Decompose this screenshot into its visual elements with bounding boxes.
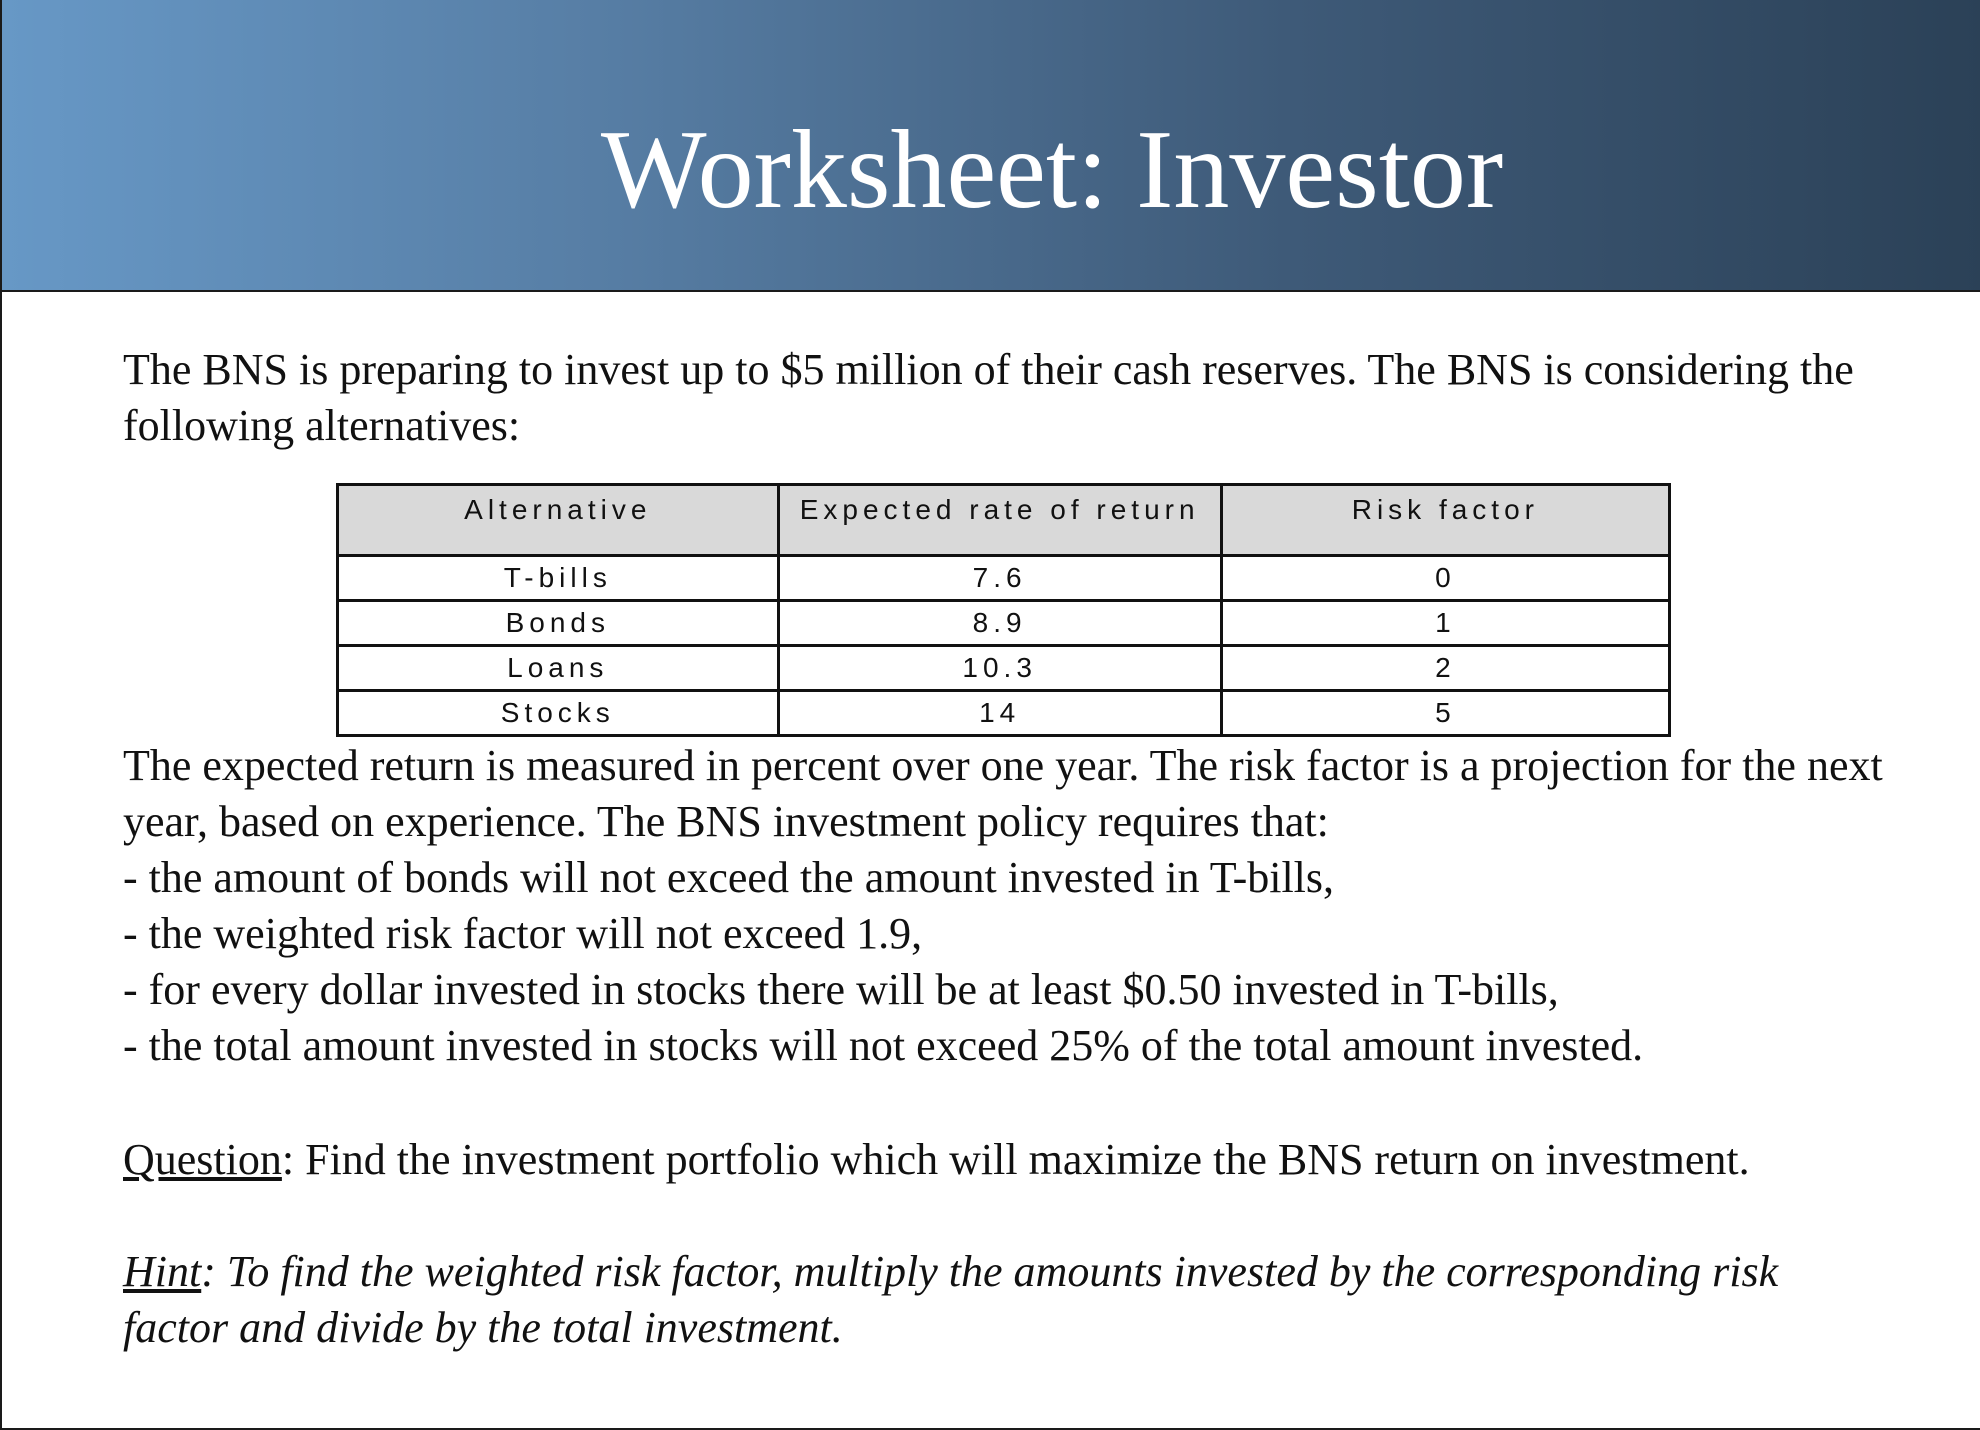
hint-paragraph bbox=[123, 1244, 1778, 1356]
cell-risk: 2 bbox=[1221, 646, 1669, 691]
table-header-row bbox=[338, 485, 1670, 556]
hint-label: Hint bbox=[123, 1247, 202, 1296]
page-title: Worksheet: Investor bbox=[600, 108, 1504, 232]
cell-risk: 5 bbox=[1221, 691, 1669, 736]
policy-line-2: year, based on experience. The BNS investment policy requires that: bbox=[123, 797, 1329, 846]
cell-alternative: Loans bbox=[338, 646, 779, 691]
policy-rule-2: - the weighted risk factor will not exceed 1.9, bbox=[123, 909, 923, 958]
title-banner bbox=[2, 0, 1980, 292]
intro-paragraph bbox=[123, 342, 1854, 454]
cell-return: 7.6 bbox=[778, 556, 1221, 601]
table-row bbox=[338, 691, 1670, 736]
cell-alternative: Bonds bbox=[338, 601, 779, 646]
hint-text-1: : To find the weighted risk factor, multiply the amounts invested by the corresponding risk bbox=[201, 1247, 1779, 1296]
policy-rule-3: - for every dollar invested in stocks there will be at least $0.50 invested in T-bills, bbox=[123, 965, 1559, 1014]
cell-alternative: T-bills bbox=[338, 556, 779, 601]
policy-paragraph bbox=[123, 738, 1883, 1074]
header-risk-factor: Risk factor bbox=[1221, 485, 1669, 556]
table-row bbox=[338, 601, 1670, 646]
alternatives-table bbox=[336, 483, 1671, 737]
header-expected-return: Expected rate of return bbox=[778, 485, 1221, 556]
policy-line-1: The expected return is measured in percent over one year. The risk factor is a projection for the next bbox=[123, 741, 1883, 790]
question-label: Question bbox=[123, 1135, 282, 1184]
table-row bbox=[338, 556, 1670, 601]
header-alternative: Alternative bbox=[338, 485, 779, 556]
intro-line-1: The BNS is preparing to invest up to $5 million of their cash reserves. The BNS is considering the bbox=[123, 345, 1854, 394]
hint-line-1 bbox=[123, 1244, 1778, 1300]
table-row bbox=[338, 646, 1670, 691]
cell-return: 10.3 bbox=[778, 646, 1221, 691]
cell-alternative: Stocks bbox=[338, 691, 779, 736]
question-paragraph bbox=[123, 1132, 1750, 1188]
hint-line-2: factor and divide by the total investment. bbox=[123, 1303, 843, 1352]
intro-line-2: following alternatives: bbox=[123, 401, 521, 450]
policy-rule-4: - the total amount invested in stocks will not exceed 25% of the total amount invested. bbox=[123, 1021, 1644, 1070]
question-text: : Find the investment portfolio which will maximize the BNS return on investment. bbox=[281, 1135, 1750, 1184]
policy-rule-1: - the amount of bonds will not exceed the amount invested in T-bills, bbox=[123, 853, 1335, 902]
cell-return: 14 bbox=[778, 691, 1221, 736]
cell-risk: 0 bbox=[1221, 556, 1669, 601]
cell-return: 8.9 bbox=[778, 601, 1221, 646]
cell-risk: 1 bbox=[1221, 601, 1669, 646]
